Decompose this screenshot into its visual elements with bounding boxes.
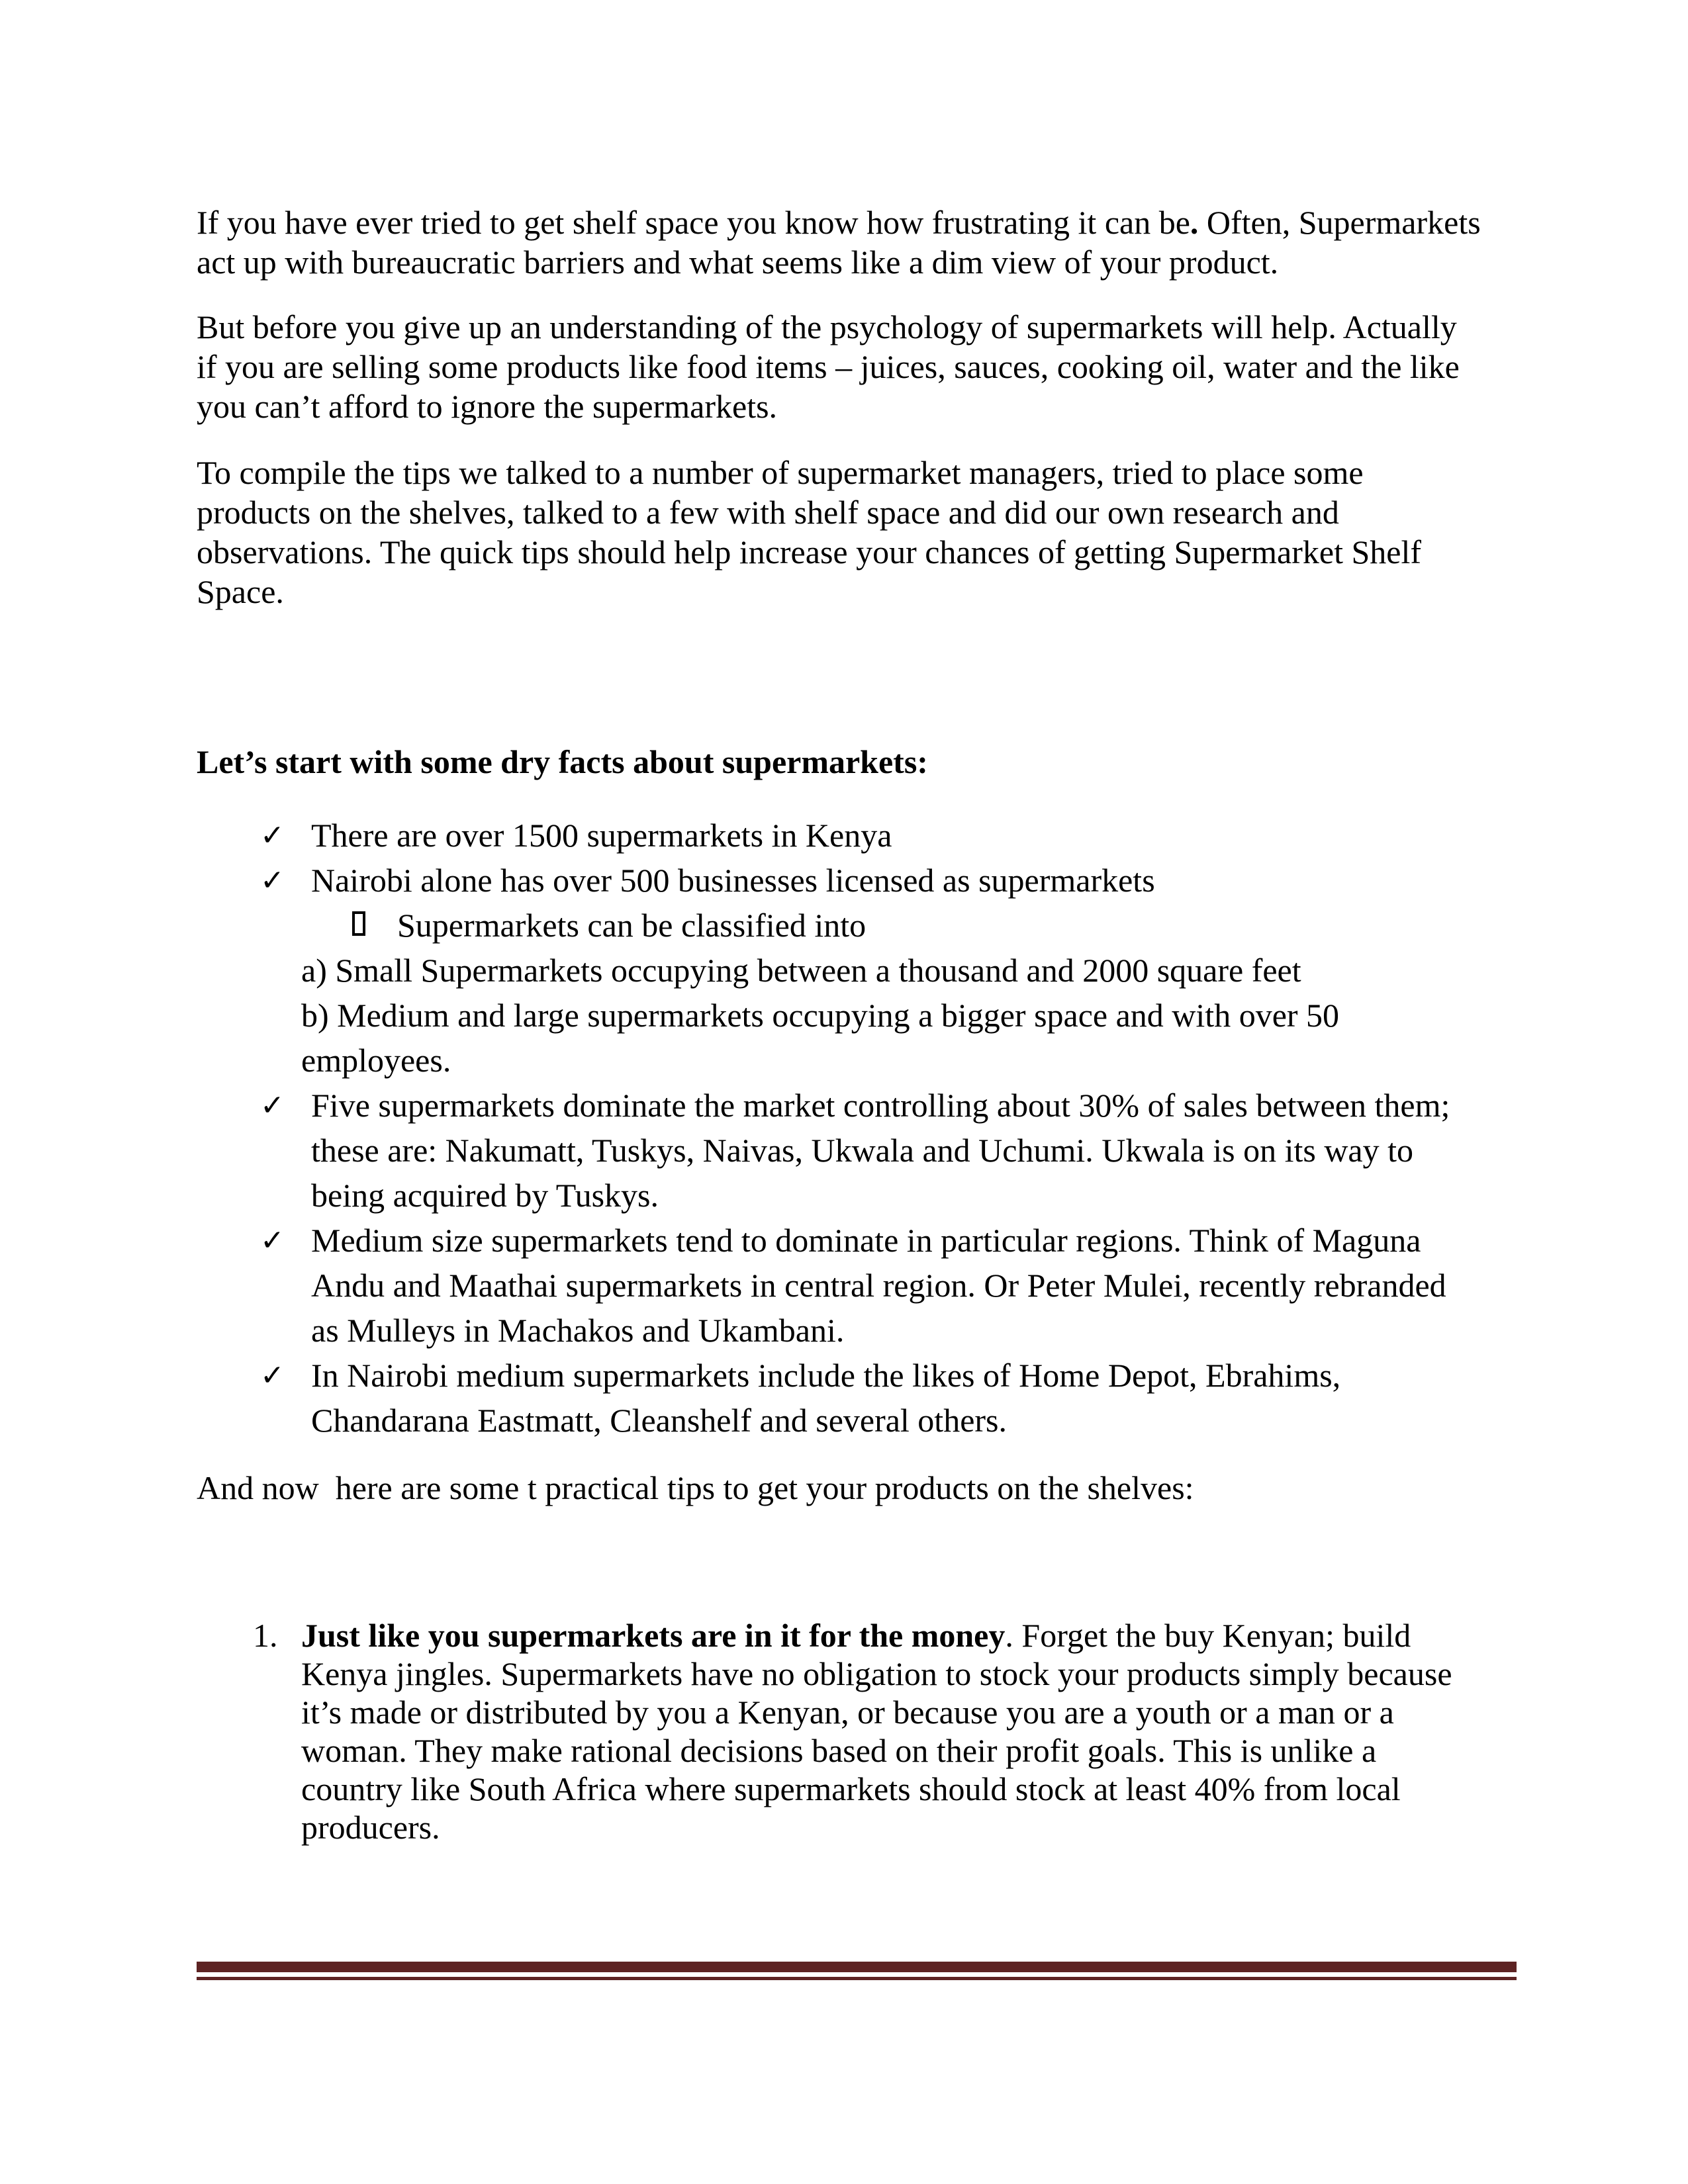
checkmark-icon: ✓ [260,1089,285,1122]
list-item [197,813,1484,858]
tip-item-1 [197,1616,1484,1846]
missing-glyph-square-icon [352,911,365,936]
checkmark-icon: ✓ [260,1224,285,1257]
list-item-text: Nairobi alone has over 500 businesses licensed as supermarkets [311,862,1155,899]
list-item-text: Five supermarkets dominate the market controlling about 30% of sales between them; these are: Nakumatt, Tuskys, Naivas, Ukwala and Uchumi. Ukwala is on its way to being acquired by Tuskys. [311,1087,1458,1214]
list-item-text: There are over 1500 supermarkets in Kenya [311,817,892,854]
tip-item-1-bold-lead: Just like you supermarkets are in it for the money [301,1617,1006,1654]
footer-rule-thin [197,1977,1517,1980]
checkmark-icon: ✓ [260,864,285,897]
classification-label: Supermarkets can be classified into [397,907,867,944]
classification-sub-item [197,903,1484,948]
intro-paragraph-1-continued: Often, Supermarkets act up with bureaucratic barriers and what seems like a dim view of your product. [197,204,1489,281]
tip-item-1-body: . Forget the buy Kenyan; build Kenya jingles. Supermarkets have no obligation to stock your products simply because it’s made or distributed by you a Kenyan, or because you are a youth or a man or a woman. They make rational decisions based on their profit goals. This is unlike a country like South Africa where supermarkets should stock at least 40% from local producers. [301,1617,1461,1846]
list-item [197,1218,1484,1353]
list-item-text: Medium size supermarkets tend to dominate in particular regions. Think of Maguna Andu and Maathai supermarkets in central region. Or Peter Mulei, recently rebranded as Mulleys in Machakos and Ukambani. [311,1222,1455,1349]
tip-item-1-number: 1. [253,1617,278,1654]
list-item [197,1083,1484,1218]
list-item [197,1353,1484,1443]
tip-item-1-text [301,1616,1477,1846]
checkmark-icon: ✓ [260,819,285,852]
classification-option-a: a) Small Supermarkets occupying between a thousand and 2000 square feet [301,952,1301,989]
checkmark-icon: ✓ [260,1359,285,1392]
facts-list [197,813,1484,1443]
tips-intro-paragraph: And now here are some t practical tips to get your products on the shelves: [197,1469,1194,1506]
intro-paragraph-2: But before you give up an understanding of the psychology of supermarkets will help. Actually if you are selling some products like food items – juices, sauces, cooking oil, water and the like you can’t afford to ignore the supermarkets. [197,308,1468,425]
footer-rule-thick [197,1962,1517,1972]
intro-paragraph-3: To compile the tips we talked to a number of supermarket managers, tried to place some products on the shelves, talked to a few with shelf space and did our own research and observations. The quick tips should help increase your chances of getting Supermarket Shelf Space. [197,454,1430,610]
intro-paragraph-1-bold-period: . [1190,204,1199,241]
list-item-text: In Nairobi medium supermarkets include the likes of Home Depot, Ebrahims, Chandarana Eastmatt, Cleanshelf and several others. [311,1357,1349,1439]
classification-option-b: b) Medium and large supermarkets occupying a bigger space and with over 50 employees. [301,997,1348,1079]
list-item [197,858,1484,903]
intro-paragraph-1-text: If you have ever tried to get shelf space you know how frustrating it can be [197,204,1190,241]
facts-heading: Let’s start with some dry facts about supermarkets: [197,743,928,780]
intro-paragraph-1 [197,203,1489,282]
